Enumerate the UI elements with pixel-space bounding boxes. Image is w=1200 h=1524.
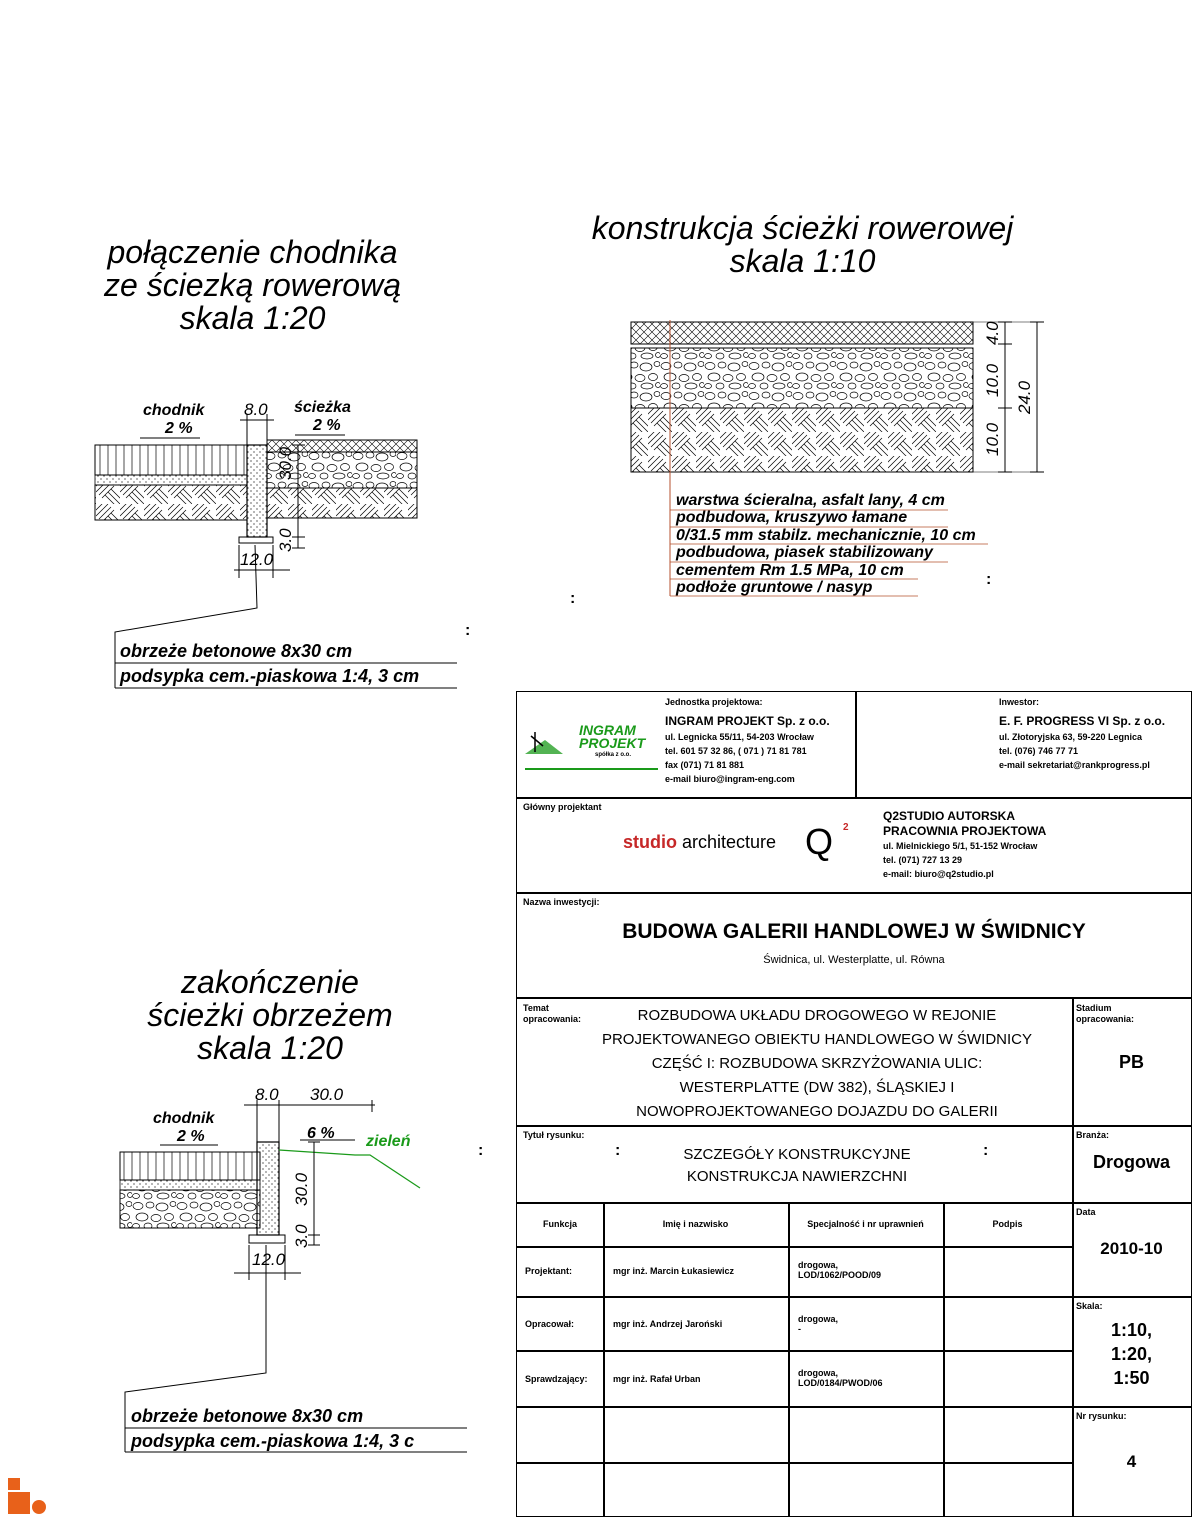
drawing1-dim-height: 30.0 xyxy=(276,446,295,480)
studio-word1: studio xyxy=(623,832,677,852)
drawing1-dim-width: 12.0 xyxy=(240,550,274,569)
colon-mark: : xyxy=(478,1142,484,1159)
topic-label-2: opracowania: xyxy=(523,1014,582,1024)
studio-q-superscript: 2 xyxy=(843,822,849,833)
topic-label-1: Temat xyxy=(523,1003,549,1013)
drawing1-title-line3: skala 1:20 xyxy=(179,300,326,336)
colon-mark: : xyxy=(986,571,992,588)
stage-label-2: opracowania: xyxy=(1076,1014,1135,1024)
drawing2-dim-3: 10.0 xyxy=(983,422,1002,456)
drawing2-dim-total: 24.0 xyxy=(1015,380,1034,414)
drawing2-layer-4: podbudowa, piasek stabilizowany xyxy=(676,544,933,562)
title-block xyxy=(516,691,1192,1517)
drawing1-title-line2: ze ściezką rowerową xyxy=(104,267,401,303)
drawing2-layer-3: 0/31.5 mm stabilz. mechanicznie, 10 cm xyxy=(676,526,976,544)
studio-name2: PRACOWNIA PROJEKTOWA xyxy=(883,824,1047,838)
drawing3-title-line3: skala 1:20 xyxy=(197,1030,343,1066)
table-row-3-name: mgr inż. Rafał Urban xyxy=(613,1374,701,1384)
unit-label: Jednostka projektowa: xyxy=(665,697,763,707)
drawing2-title-line1: konstrukcja ścieżki rowerowej xyxy=(591,210,1014,246)
drawing3-section xyxy=(120,1100,467,1452)
studio-word2: architecture xyxy=(682,832,777,852)
drawing1-title-line1: połączenie chodnika xyxy=(107,234,398,270)
table-row-2-function: Opracował: xyxy=(525,1319,575,1329)
table-row-1-spec-1: drogowa, xyxy=(798,1260,838,1270)
branch-label: Branża: xyxy=(1076,1130,1110,1140)
drawing2-dim-1: 4.0 xyxy=(983,321,1002,345)
drawing3-callout-1: obrzeże betonowe 8x30 cm xyxy=(131,1406,364,1426)
corner-logo xyxy=(8,1478,38,1518)
drawing3-title-line2: ścieżki obrzeżem xyxy=(147,997,393,1033)
stage-value: PB xyxy=(1118,1052,1144,1072)
drawing3-label-sidewalk-slope: 2 % xyxy=(177,1128,205,1145)
unit-address: ul. Legnicka 55/11, 54-203 Wrocław xyxy=(665,732,814,742)
drawing3-dim-height: 30.0 xyxy=(292,1172,311,1206)
table-row-2-name: mgr inż. Andrzej Jaroński xyxy=(613,1319,723,1329)
table-header-spec: Specjalność i nr uprawnień xyxy=(807,1219,924,1229)
drawing3-dim-top-1: 8.0 xyxy=(255,1085,279,1104)
studio-email: e-mail: biuro@q2studio.pl xyxy=(883,869,994,879)
unit-name: INGRAM PROJEKT Sp. z o.o. xyxy=(665,714,830,728)
ingram-logo-line3: spółka z o.o. xyxy=(595,752,632,758)
investor-email: e-mail sekretariat@rankprogress.pl xyxy=(999,760,1150,770)
date-label: Data xyxy=(1076,1207,1096,1217)
drawing3-dim-top-2: 30.0 xyxy=(310,1085,344,1104)
drawing1-dim-base: 3.0 xyxy=(276,528,295,552)
topic-line-2: PROJEKTOWANEGO OBIEKTU HANDLOWEGO W ŚWIDNICY xyxy=(601,1031,1033,1048)
ingram-logo-line2: PROJEKT xyxy=(579,735,646,751)
drawing2-title xyxy=(520,212,1085,278)
branch-value: Drogowa xyxy=(1092,1152,1170,1172)
unit-tel: tel. 601 57 32 86, ( 071 ) 71 81 781 xyxy=(665,746,807,756)
drawing3-label-sidewalk: chodnik xyxy=(153,1110,215,1127)
scale-line-1: 1:10, xyxy=(1110,1320,1153,1340)
investor-label: Inwestor: xyxy=(999,697,1040,707)
drawing3-dim-width: 12.0 xyxy=(252,1250,286,1269)
investor-name: E. F. PROGRESS VI Sp. z o.o. xyxy=(999,714,1166,728)
drawing3-label-green: zieleń xyxy=(366,1133,411,1150)
ingram-logo xyxy=(523,722,658,772)
drawing3-title-line1: zakończenie xyxy=(181,964,359,1000)
studio-name1: Q2STUDIO AUTORSKA xyxy=(883,809,1016,823)
drawing2-layers xyxy=(676,492,976,596)
table-row-3-function: Sprawdzający: xyxy=(525,1374,588,1384)
table-row-3-spec-1: drogowa, xyxy=(798,1368,838,1378)
investor-address: ul. Złotoryjska 63, 59-220 Legnica xyxy=(999,732,1143,742)
drawing1-label-sidewalk-slope: 2 % xyxy=(165,420,193,437)
drawing-title-line-1: SZCZEGÓŁY KONSTRUKCYJNE xyxy=(683,1146,911,1163)
chief-label: Główny projektant xyxy=(523,802,602,812)
table-row-2-spec-2: - xyxy=(798,1324,801,1334)
studio-logo xyxy=(623,832,776,853)
drawing1-label-path: ścieżka xyxy=(294,399,351,416)
number-value: 4 xyxy=(1126,1452,1137,1471)
drawing1-callout-1: obrzeże betonowe 8x30 cm xyxy=(120,641,353,661)
drawing1-label-path-slope: 2 % xyxy=(313,417,341,434)
investment-location: Świdnica, ul. Westerplatte, ul. Równa xyxy=(763,954,945,966)
table-row-1-spec-2: LOD/1062/POOD/09 xyxy=(798,1270,882,1280)
investment-label: Nazwa inwestycji: xyxy=(523,897,600,907)
table-row-2-spec xyxy=(798,1314,838,1334)
table-row-1-function: Projektant: xyxy=(525,1266,573,1276)
drawing2-layer-5: cementem Rm 1.5 MPa, 10 cm xyxy=(676,561,904,579)
drawing3-dim-base: 3.0 xyxy=(292,1224,311,1248)
scale-line-3: 1:50 xyxy=(1113,1368,1150,1388)
drawing2-layer-1: warstwa ścieralna, asfalt lany, 4 cm xyxy=(676,492,945,509)
investor-tel: tel. (076) 746 77 71 xyxy=(999,746,1079,756)
colon-mark: : xyxy=(570,590,576,607)
table-row-1-spec xyxy=(798,1260,881,1280)
stage-label-1: Stadium xyxy=(1076,1003,1112,1013)
table-header-name: Imię i nazwisko xyxy=(662,1219,729,1229)
table-row-3-spec xyxy=(798,1368,883,1388)
topic-line-5: NOWOPROJEKTOWANEGO DOJAZDU DO GALERII xyxy=(636,1103,998,1120)
drawing3-label-slope: 6 % xyxy=(307,1125,335,1142)
drawing2-title-line2: skala 1:10 xyxy=(729,243,876,279)
table-row-1-name: mgr inż. Marcin Łukasiewicz xyxy=(613,1266,735,1276)
table-header-signature: Podpis xyxy=(992,1219,1023,1229)
drawing-title-label: Tytuł rysunku: xyxy=(523,1130,585,1140)
scale-line-2: 1:20, xyxy=(1110,1344,1153,1364)
table-header-function: Funkcja xyxy=(542,1219,577,1229)
studio-tel: tel. (071) 727 13 29 xyxy=(883,855,963,865)
drawing1-callout-2: podsypka cem.-piaskowa 1:4, 3 cm xyxy=(120,666,420,686)
drawing-title-line-2: KONSTRUKCJA NAWIERZCHNI xyxy=(686,1168,908,1185)
colon-mark: : xyxy=(615,1142,621,1159)
studio-q-logo: Q xyxy=(805,821,834,862)
scale-values xyxy=(1072,1318,1191,1390)
drawing3-callout-2: podsypka cem.-piaskowa 1:4, 3 c xyxy=(131,1431,415,1451)
drawing-title-text xyxy=(577,1144,1017,1188)
unit-email: e-mail biuro@ingram-eng.com xyxy=(665,774,795,784)
number-label: Nr rysunku: xyxy=(1076,1411,1127,1421)
scale-label: Skala: xyxy=(1076,1301,1103,1311)
drawing2-layer-6: podłoże gruntowe / nasyp xyxy=(676,579,873,597)
topic-text xyxy=(517,1004,1117,1124)
colon-mark: : xyxy=(983,1142,989,1159)
drawing1-title xyxy=(60,236,445,335)
unit-fax: fax (071) 71 81 881 xyxy=(665,760,745,770)
drawing1-dim-top: 8.0 xyxy=(244,400,268,419)
table-row-2-spec-1: drogowa, xyxy=(798,1314,838,1324)
drawing2-layer-2: podbudowa, kruszywo łamane xyxy=(676,509,908,527)
table-row-3-spec-2: LOD/0184/PWOD/06 xyxy=(798,1378,883,1388)
studio-address: ul. Mielnickiego 5/1, 51-152 Wrocław xyxy=(883,841,1038,851)
drawing1-label-sidewalk: chodnik xyxy=(143,402,205,419)
investment-name: BUDOWA GALERII HANDLOWEJ W ŚWIDNICY xyxy=(622,920,1086,943)
topic-line-4: WESTERPLATTE (DW 382), ŚLĄSKIEJ I xyxy=(679,1079,955,1096)
drawing3-title xyxy=(115,966,425,1065)
topic-line-3: CZĘŚĆ I: ROZBUDOWA SKRZYŻOWANIA ULIC: xyxy=(651,1055,983,1072)
date-value: 2010-10 xyxy=(1100,1239,1163,1258)
topic-line-1: ROZBUDOWA UKŁADU DROGOWEGO W REJONIE xyxy=(637,1007,997,1024)
ingram-logo-line1: INGRAM xyxy=(579,722,636,738)
colon-mark: : xyxy=(465,622,471,639)
drawing2-dim-2: 10.0 xyxy=(983,363,1002,397)
